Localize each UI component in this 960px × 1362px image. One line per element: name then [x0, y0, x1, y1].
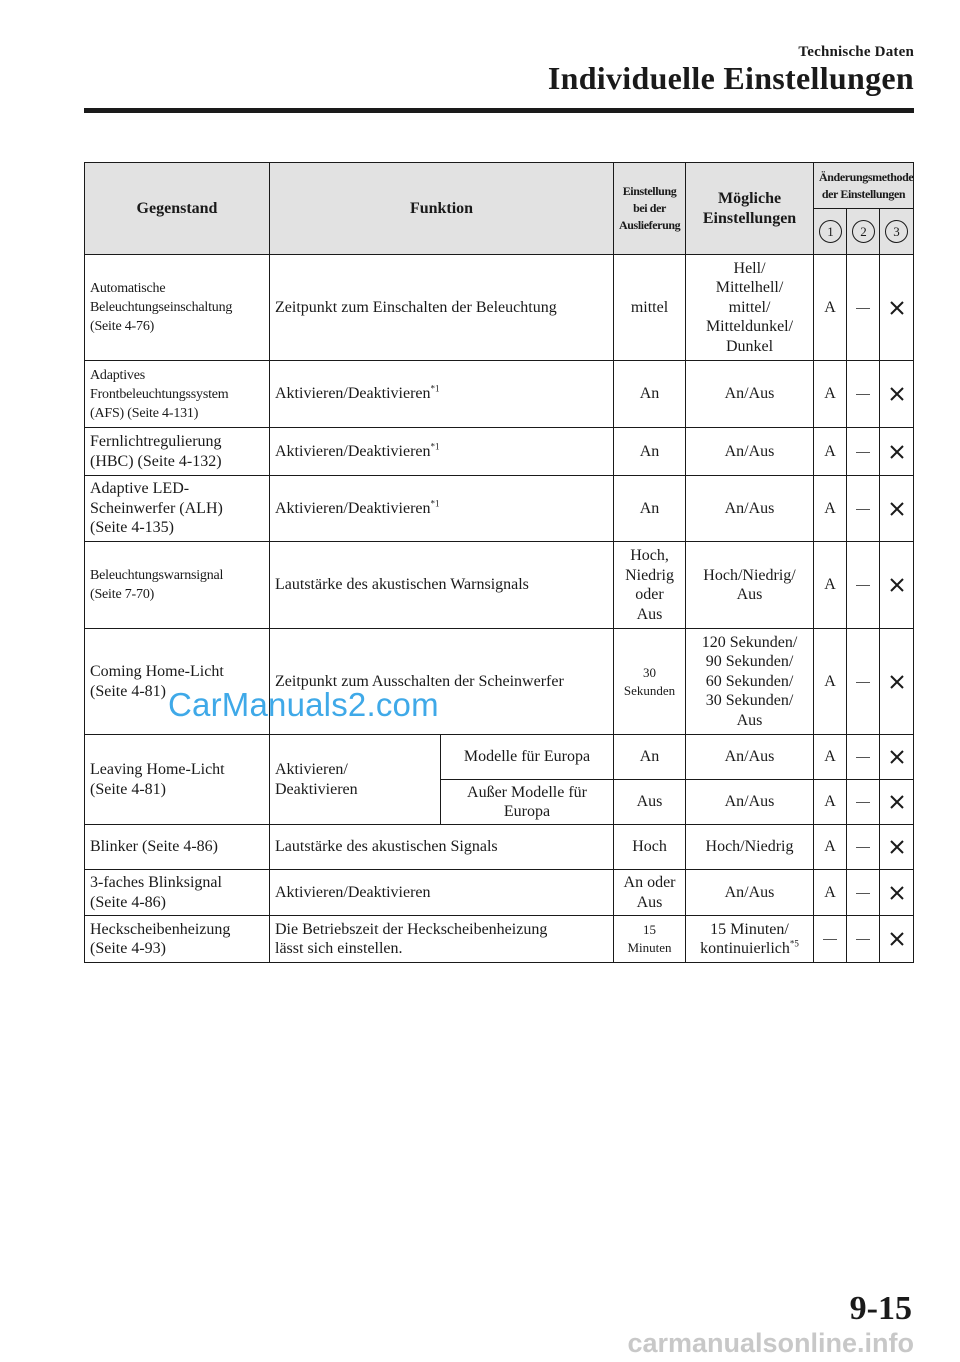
header-subject: Gegenstand — [85, 163, 270, 255]
text-line: Aus — [636, 605, 663, 623]
text-line: Sekunden — [623, 682, 676, 698]
text-line: Scheinwerfer (ALH) — [90, 499, 223, 517]
cell-method-2 — [847, 780, 880, 825]
cell-factory: An — [614, 476, 686, 542]
cell-function: Zeitpunkt zum Ausschalten der Scheinwerfer — [270, 629, 614, 735]
cell-factory: An — [614, 735, 686, 780]
cell-method-2 — [847, 255, 880, 361]
circled-number: 1 — [819, 220, 842, 243]
cell-possible — [686, 916, 814, 963]
text-line: (HBC) (Seite 4-132) — [90, 452, 222, 470]
header-method-2 — [847, 209, 880, 255]
cell-subject — [85, 428, 270, 476]
circled-number: 3 — [885, 220, 908, 243]
function-text: Aktivieren/Deaktivieren — [275, 499, 431, 517]
text-line: Aus — [636, 893, 663, 911]
text-line: Frontbeleuchtungssystem — [90, 386, 229, 402]
cell-possible: An/Aus — [686, 735, 814, 780]
footnote-mark: *1 — [430, 441, 440, 452]
cell-subject — [85, 542, 270, 629]
cross-icon — [889, 386, 905, 402]
cell-possible — [686, 255, 814, 361]
text-line: Aktivieren/ — [275, 761, 348, 778]
cell-factory: Aus — [614, 780, 686, 825]
table-row — [85, 825, 914, 870]
text-line: oder — [635, 586, 664, 603]
text-line: Hell/ — [733, 259, 766, 277]
table-row — [85, 255, 914, 361]
text-line: 15 Minuten/ — [710, 920, 789, 938]
text-line: (Seite 4-93) — [90, 940, 166, 957]
cell-possible: An/Aus — [686, 361, 814, 428]
cross-icon — [889, 885, 905, 901]
header-function: Funktion — [270, 163, 614, 255]
cross-icon — [889, 577, 905, 593]
page-title: Individuelle Einstellungen — [547, 60, 914, 96]
text-line: (Seite 4-81) — [90, 682, 166, 700]
page-number: 9-15 — [849, 1290, 912, 1327]
cell-method-3 — [880, 916, 914, 963]
header-possible-settings: Mögliche Einstellungen — [686, 163, 814, 255]
text-line: (Seite 4-86) — [90, 893, 166, 911]
text-line: Die Betriebszeit der Heckscheibenheizung — [275, 920, 548, 938]
table-row — [85, 916, 914, 963]
text-line: Automatische — [90, 281, 166, 296]
function-text: Aktivieren/Deaktivieren — [275, 442, 431, 460]
text-line: kontinuierlich — [700, 940, 790, 957]
table-header-row — [85, 163, 914, 209]
text-line: 15 — [643, 922, 657, 937]
text-line: (AFS) (Seite 4-131) — [90, 405, 199, 421]
cell-method-2 — [847, 476, 880, 542]
cell-method-3 — [880, 428, 914, 476]
cell-function — [270, 361, 614, 428]
text-line: Aus — [736, 586, 763, 603]
text-line: Leaving Home-Licht — [90, 761, 225, 778]
cell-possible: An/Aus — [686, 476, 814, 542]
text-line: Beleuchtungseinschaltung — [90, 300, 233, 315]
cell-subject — [85, 255, 270, 361]
cell-subject — [85, 916, 270, 963]
cell-method-2 — [847, 735, 880, 780]
table-row — [85, 542, 914, 629]
dash-mark — [856, 802, 870, 803]
cell-method-2 — [847, 870, 880, 916]
cell-method-1: A — [814, 825, 847, 870]
header-method-3 — [880, 209, 914, 255]
cell-method-3 — [880, 870, 914, 916]
cell-factory: An — [614, 428, 686, 476]
cell-possible: An/Aus — [686, 428, 814, 476]
dash-mark — [856, 308, 870, 309]
dash-mark — [856, 893, 870, 894]
cell-subject — [85, 870, 270, 916]
cell-factory: An — [614, 361, 686, 428]
text-line: Aus — [736, 711, 763, 729]
cell-variant — [441, 780, 614, 825]
function-text: Aktivieren/Deaktivieren — [275, 385, 431, 403]
table-row — [85, 361, 914, 428]
cell-variant: Modelle für Europa — [441, 735, 614, 780]
text-line: mittel/ — [728, 298, 771, 316]
cross-icon — [889, 794, 905, 810]
cell-function — [270, 476, 614, 542]
cell-subject — [85, 476, 270, 542]
cell-method-3 — [880, 361, 914, 428]
cell-subject — [85, 735, 270, 825]
cell-function — [270, 735, 441, 825]
text-line: Minuten — [627, 940, 672, 955]
cross-icon — [889, 300, 905, 316]
text-line: Mittelhell/ — [715, 279, 784, 297]
cell-possible: An/Aus — [686, 870, 814, 916]
cell-method-1: A — [814, 361, 847, 428]
header-method-1 — [814, 209, 847, 255]
text-line: Außer Modelle für — [467, 783, 587, 801]
cell-possible — [686, 629, 814, 735]
cell-method-3 — [880, 255, 914, 361]
cell-factory — [614, 629, 686, 735]
text-line: (Seite 7-70) — [90, 587, 155, 602]
cell-method-3 — [880, 825, 914, 870]
cell-subject: Blinker (Seite 4-86) — [85, 825, 270, 870]
cell-method-1: A — [814, 255, 847, 361]
cell-method-1: A — [814, 870, 847, 916]
cell-function — [270, 916, 614, 963]
cell-method-2 — [847, 428, 880, 476]
dash-mark — [856, 682, 870, 683]
cell-factory: Hoch — [614, 825, 686, 870]
text-line: lässt sich einstellen. — [275, 940, 403, 957]
text-line: 30 — [643, 664, 657, 680]
cell-factory: mittel — [614, 255, 686, 361]
text-line: Hoch, — [630, 547, 669, 564]
cross-icon — [889, 839, 905, 855]
cell-possible — [686, 542, 814, 629]
text-line: Adaptive LED- — [90, 480, 190, 498]
cell-function: Aktivieren/Deaktivieren — [270, 870, 614, 916]
dash-mark — [856, 509, 870, 510]
cell-method-1 — [814, 916, 847, 963]
text-line: 60 Sekunden/ — [705, 672, 794, 690]
cell-possible: Hoch/Niedrig — [686, 825, 814, 870]
table-row — [85, 735, 914, 780]
text-line: Adaptives — [90, 367, 145, 383]
text-line: (Seite 4-81) — [90, 780, 166, 798]
cell-method-1: A — [814, 476, 847, 542]
section-heading: Technische Daten — [798, 44, 914, 60]
text-line: An oder — [623, 874, 676, 891]
cell-function: Zeitpunkt zum Einschalten der Beleuchtung — [270, 255, 614, 361]
cell-factory — [614, 870, 686, 916]
text-line: Fernlichtregulierung — [90, 433, 222, 450]
cell-subject — [85, 361, 270, 428]
watermark-text: CarManuals2.com — [168, 686, 439, 723]
text-line: (Seite 4-135) — [90, 519, 174, 537]
text-line: Hoch/Niedrig/ — [703, 566, 796, 584]
text-line: (Seite 4-76) — [90, 319, 155, 334]
cross-icon — [889, 444, 905, 460]
text-line: Coming Home-Licht — [90, 663, 224, 680]
header-rule — [84, 108, 914, 113]
header-change-method: Änderungsmethode der Einstellungen — [814, 163, 914, 209]
cell-method-2 — [847, 629, 880, 735]
cell-method-2 — [847, 916, 880, 963]
table-row — [85, 476, 914, 542]
cell-function — [270, 428, 614, 476]
dash-mark — [856, 847, 870, 848]
cell-factory — [614, 916, 686, 963]
cell-function: Lautstärke des akustischen Warnsignals — [270, 542, 614, 629]
settings-table — [84, 162, 914, 963]
cell-method-2 — [847, 542, 880, 629]
text-line: Dunkel — [725, 337, 774, 355]
text-line: 90 Sekunden/ — [705, 653, 794, 671]
cell-method-3 — [880, 629, 914, 735]
footnote-mark: *1 — [430, 383, 440, 394]
footnote-mark: *5 — [789, 938, 799, 949]
cell-method-1: A — [814, 542, 847, 629]
text-line: 3-faches Blinksignal — [90, 874, 222, 891]
cell-method-1: A — [814, 780, 847, 825]
cell-method-2 — [847, 825, 880, 870]
dash-mark — [856, 394, 870, 395]
footer-url: carmanualsonline.info — [627, 1328, 914, 1358]
text-line: Niedrig — [625, 566, 674, 584]
cross-icon — [889, 501, 905, 517]
dash-mark — [856, 585, 870, 586]
text-line: 120 Sekunden/ — [701, 633, 798, 651]
cell-possible: An/Aus — [686, 780, 814, 825]
text-line: Heckscheibenheizung — [90, 920, 231, 938]
cell-method-3 — [880, 735, 914, 780]
cell-method-3 — [880, 542, 914, 629]
cell-method-1: A — [814, 428, 847, 476]
text-line: 30 Sekunden/ — [705, 692, 794, 710]
cell-method-3 — [880, 476, 914, 542]
cell-function: Lautstärke des akustischen Signals — [270, 825, 614, 870]
text-line: Deaktivieren — [275, 780, 358, 798]
cell-factory — [614, 542, 686, 629]
text-line: Mitteldunkel/ — [705, 318, 794, 336]
table-row — [85, 870, 914, 916]
cell-method-3 — [880, 780, 914, 825]
dash-mark — [856, 757, 870, 758]
cell-method-1: A — [814, 735, 847, 780]
cell-method-1: A — [814, 629, 847, 735]
table-row — [85, 428, 914, 476]
dash-mark — [823, 939, 837, 940]
cross-icon — [889, 674, 905, 690]
text-line: Beleuchtungswarnsignal — [90, 568, 224, 583]
cross-icon — [889, 749, 905, 765]
footnote-mark: *1 — [430, 498, 440, 509]
dash-mark — [856, 939, 870, 940]
dash-mark — [856, 452, 870, 453]
circled-number: 2 — [852, 220, 875, 243]
header-factory-setting: Einstellung bei der Auslieferung — [614, 163, 686, 255]
cell-method-2 — [847, 361, 880, 428]
cross-icon — [889, 931, 905, 947]
text-line: Europa — [503, 803, 551, 820]
